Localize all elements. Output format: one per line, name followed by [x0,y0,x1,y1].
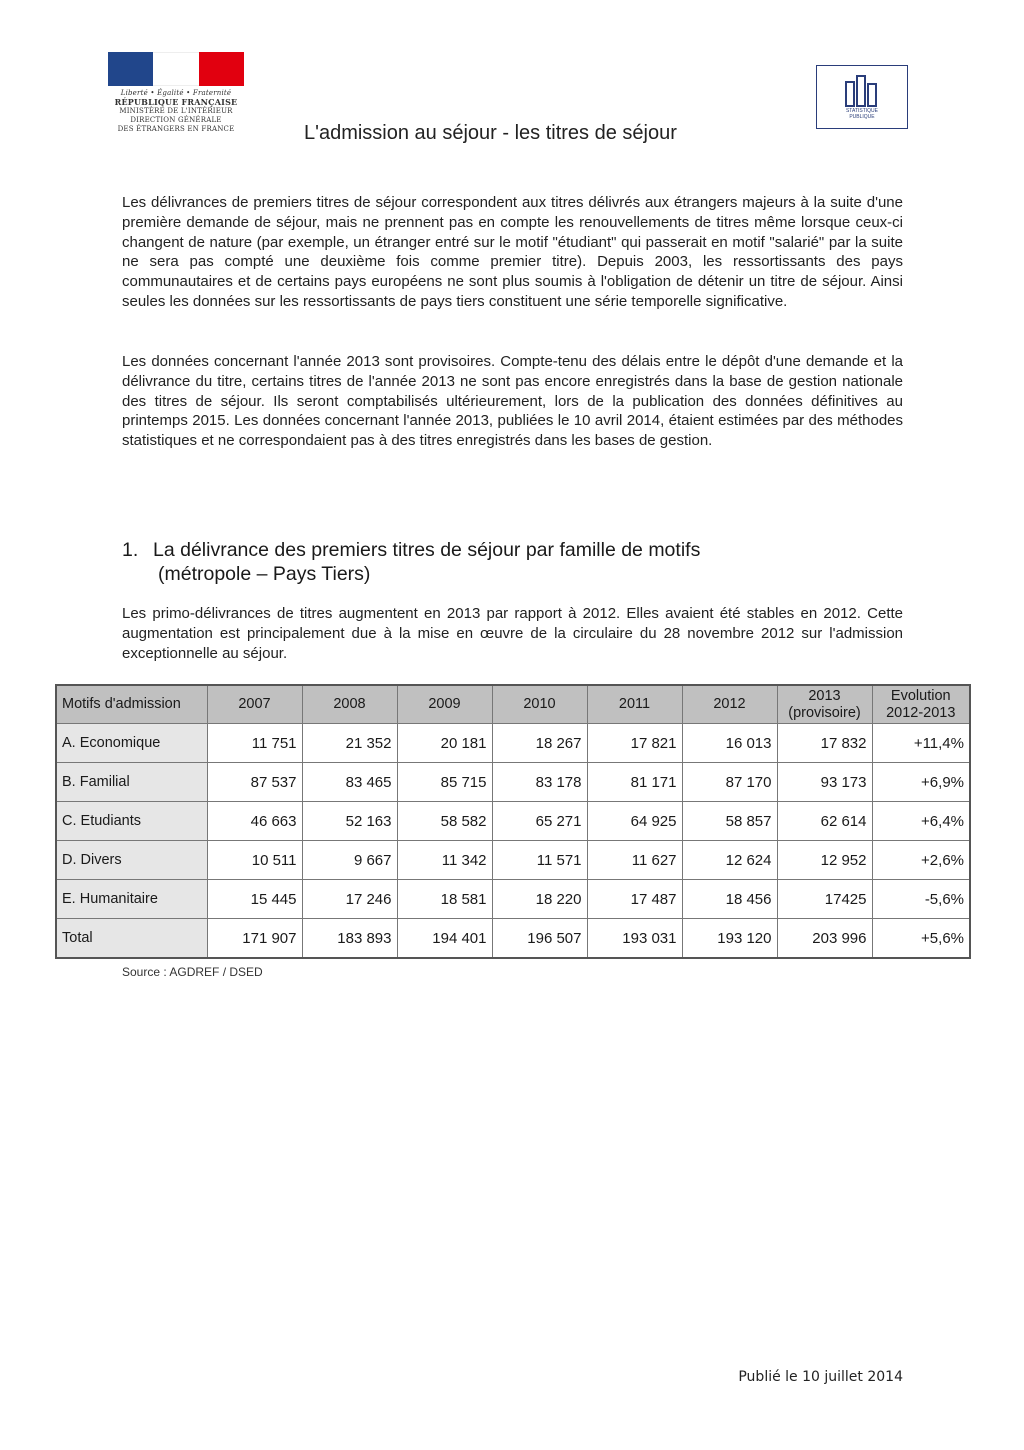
statistique-publique-logo [816,65,908,129]
section-title-line-1: La délivrance des premiers titres de séjour par famille de motifs [153,539,701,561]
table-cell: +6,4% [872,802,970,841]
section-number: 1. [122,539,139,561]
logo-direction-1: DIRECTION GÉNÉRALE [130,116,222,124]
table-cell: 10 511 [207,841,302,880]
header-2007: 2007 [207,685,302,724]
header-motifs: Motifs d'admission [56,685,207,724]
table-cell: 17425 [777,880,872,919]
row-label: C. Etudiants [56,802,207,841]
table-cell: 11 751 [207,724,302,763]
section-title-line-2: (métropole – Pays Tiers) [158,563,371,585]
row-label: E. Humanitaire [56,880,207,919]
table-cell: 12 624 [682,841,777,880]
logo-republic: RÉPUBLIQUE FRANÇAISE [114,97,238,107]
header-2008: 2008 [302,685,397,724]
header-2010: 2010 [492,685,587,724]
table-cell: 11 571 [492,841,587,880]
table-row-total [56,919,970,959]
header-evolution: Evolution 2012-2013 [872,685,970,724]
table-cell: +5,6% [872,919,970,959]
table-cell: 11 627 [587,841,682,880]
table-cell: 17 821 [587,724,682,763]
table-row [56,802,970,841]
table-row [56,724,970,763]
titres-sejour-table [55,684,971,959]
table-header-row [56,685,970,724]
table-cell: 18 220 [492,880,587,919]
table-cell: 62 614 [777,802,872,841]
section-paragraph: Les primo-délivrances de titres augmentent en 2013 par rapport à 2012. Elles avaient été stables en 2012. Cette augmentation est principalement due à la mise en œuvre de la circulaire du 28 novembre 2012 sur l'admission exceptionnelle au séjour. [122,605,903,662]
table-cell: 58 857 [682,802,777,841]
table-cell: +11,4% [872,724,970,763]
table-cell: 93 173 [777,763,872,802]
table-cell: 18 456 [682,880,777,919]
table-cell: 17 246 [302,880,397,919]
logo-text [108,89,244,134]
table-cell: +2,6% [872,841,970,880]
row-label: B. Familial [56,763,207,802]
document-title: L'admission au séjour - les titres de séjour [304,122,677,144]
table-cell: 81 171 [587,763,682,802]
table-row [56,880,970,919]
table-cell: 85 715 [397,763,492,802]
row-label: A. Economique [56,724,207,763]
table-cell: 87 170 [682,763,777,802]
stat-logo-text-2: PUBLIQUE [849,114,875,120]
building-icon [842,72,882,108]
table-cell: 11 342 [397,841,492,880]
table-cell: 83 178 [492,763,587,802]
table-cell: 193 120 [682,919,777,959]
table-cell: 18 581 [397,880,492,919]
logo-motto: Liberté • Égalité • Fraternité [120,89,232,97]
header-2011: 2011 [587,685,682,724]
table-row [56,841,970,880]
table-cell: 46 663 [207,802,302,841]
header-2012: 2012 [682,685,777,724]
table-cell: 203 996 [777,919,872,959]
tricolor-flag-icon [108,52,244,86]
table-cell: 194 401 [397,919,492,959]
table-cell: 58 582 [397,802,492,841]
table-cell: 183 893 [302,919,397,959]
table-cell: 193 031 [587,919,682,959]
table-cell: 171 907 [207,919,302,959]
intro-paragraph-1: Les délivrances de premiers titres de séjour correspondent aux titres délivrés aux étrangers majeurs à la suite d'une première demande de séjour, mais ne prennent pas en compte les renouvellements de titres même lorsque ceux-ci changent de nature (par exemple, un étranger entré sur le motif "étudiant" qui passerait en motif "salarié" par la suite ne sera pas compté une deuxième fois comme premier titre). Depuis 2003, les ressortissants des pays communautaires et de certains pays européens ne sont plus soumis à l'obligation de détenir un titre de séjour. Ainsi seules les données sur les ressortissants de pays tiers constituent une série temporelle significative. [122,194,903,310]
table-source: Source : AGDREF / DSED [122,965,263,979]
table-cell: 17 487 [587,880,682,919]
table-cell: 87 537 [207,763,302,802]
table-cell: 20 181 [397,724,492,763]
table-cell: 83 465 [302,763,397,802]
header-2009: 2009 [397,685,492,724]
table-cell: 21 352 [302,724,397,763]
table-cell: 18 267 [492,724,587,763]
table-cell: +6,9% [872,763,970,802]
table-cell: 12 952 [777,841,872,880]
table-cell: 15 445 [207,880,302,919]
logo-direction-2: DES ÉTRANGERS EN FRANCE [117,125,235,133]
table-cell: 16 013 [682,724,777,763]
table-cell: 196 507 [492,919,587,959]
stat-logo-text-1: STATISTIQUE [845,108,879,114]
row-label: D. Divers [56,841,207,880]
republique-francaise-logo [108,52,248,134]
table-row [56,763,970,802]
section-heading [122,538,700,586]
publication-date: Publié le 10 juillet 2014 [738,1369,903,1385]
table-cell: 64 925 [587,802,682,841]
table-cell: 9 667 [302,841,397,880]
header-2013: 2013 (provisoire) [777,685,872,724]
logo-ministry: MINISTÈRE DE L'INTÉRIEUR [119,107,233,115]
intro-paragraph-2: Les données concernant l'année 2013 sont provisoires. Compte-tenu des délais entre le dépôt d'une demande et la délivrance du titre, certains titres de l'année 2013 ne sont pas encore enregistrés dans la base de gestion nationale des titres de séjour. Ils seront comptabilisés ultérieurement, lors de la publication des données définitives au printemps 2015. Les données concernant l'année 2013, publiées le 10 avril 2014, étaient estimées par des méthodes statistiques et ne correspondaient pas à des titres enregistrés dans les bases de gestion. [122,353,903,450]
table-cell: 52 163 [302,802,397,841]
table-cell: -5,6% [872,880,970,919]
row-label: Total [56,919,207,959]
table-cell: 17 832 [777,724,872,763]
table-cell: 65 271 [492,802,587,841]
